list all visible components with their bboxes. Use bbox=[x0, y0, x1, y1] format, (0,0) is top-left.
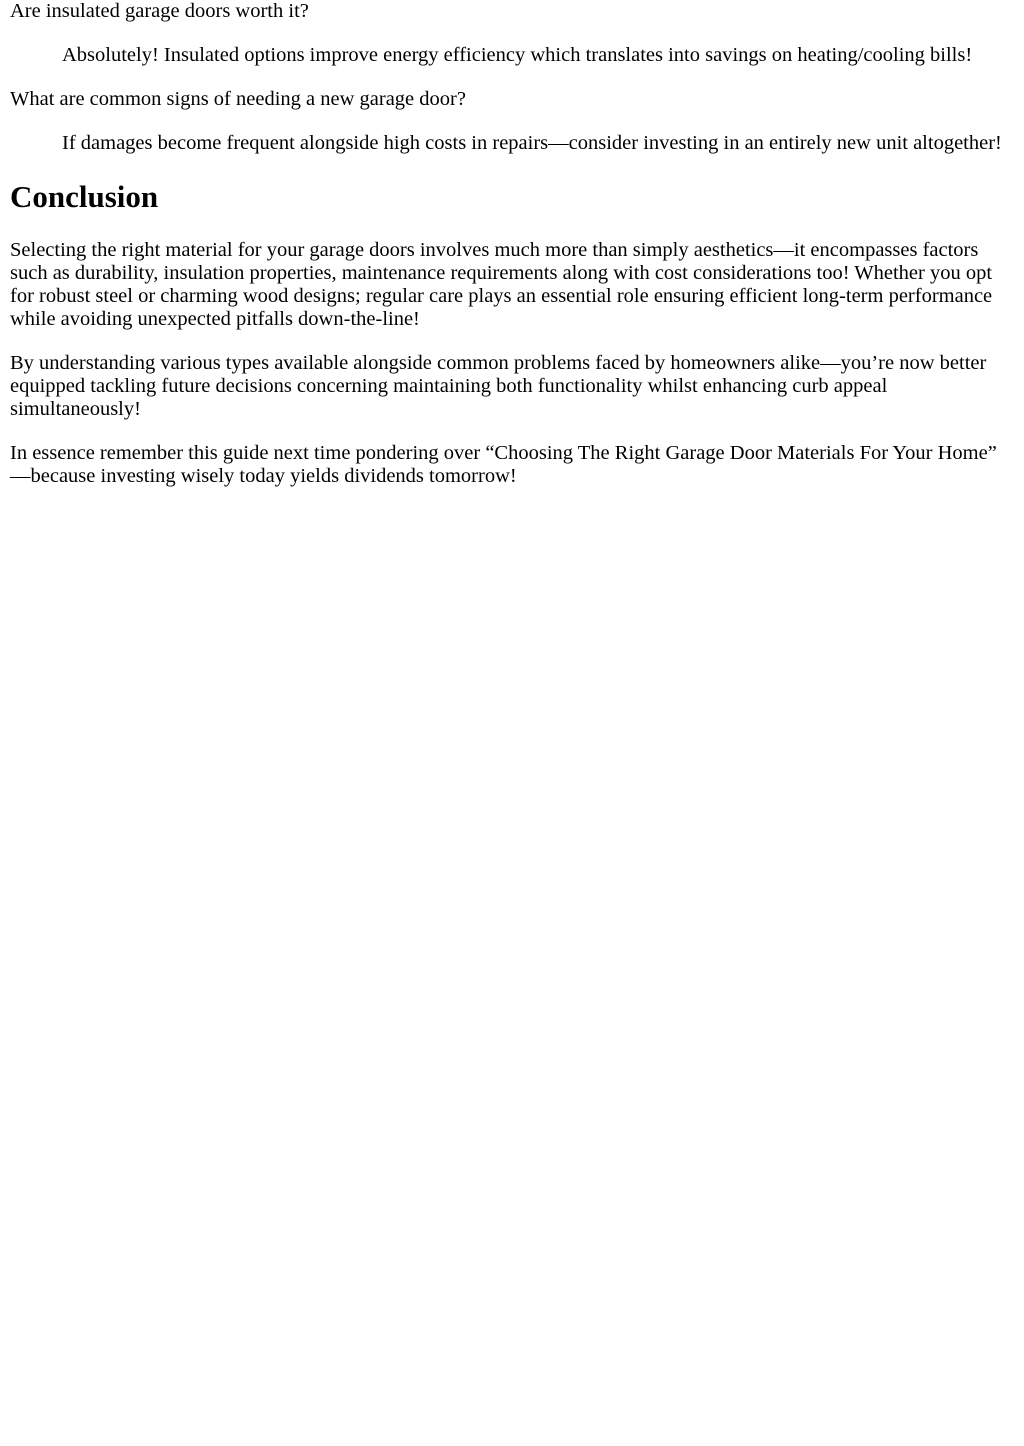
conclusion-paragraph: By understanding various types available alongside common problems faced by homeowners alike—you’re now better equipped tackling future decisions concerning maintaining both functionality whilst enhancing curb appeal simultaneously! bbox=[10, 352, 987, 420]
faq-list bbox=[10, 0, 1014, 155]
conclusion-heading: Conclusion bbox=[10, 179, 159, 214]
faq-answer: Absolutely! Insulated options improve energy efficiency which translates into savings on heating/cooling bills! bbox=[62, 44, 973, 66]
faq-question: What are common signs of needing a new garage door? bbox=[10, 88, 466, 110]
conclusion-paragraph: Selecting the right material for your garage doors involves much more than simply aesthetics—it encompasses factors such as durability, insulation properties, maintenance requirements along with cost considerations too! Whether you opt for robust steel or charming wood designs; regular care plays an essential role ensuring efficient long-term performance while avoiding unexpected pitfalls down-the-line! bbox=[10, 239, 993, 330]
conclusion-paragraph: In essence remember this guide next time pondering over “Choosing The Right Garage Door Materials For Your Home” —because investing wisely today yields dividends tomorrow! bbox=[10, 442, 997, 487]
article-page bbox=[0, 0, 1024, 488]
faq-question: Are insulated garage doors worth it? bbox=[10, 0, 309, 22]
faq-answer: If damages become frequent alongside high costs in repairs—consider investing in an entirely new unit altogether! bbox=[62, 132, 1002, 154]
